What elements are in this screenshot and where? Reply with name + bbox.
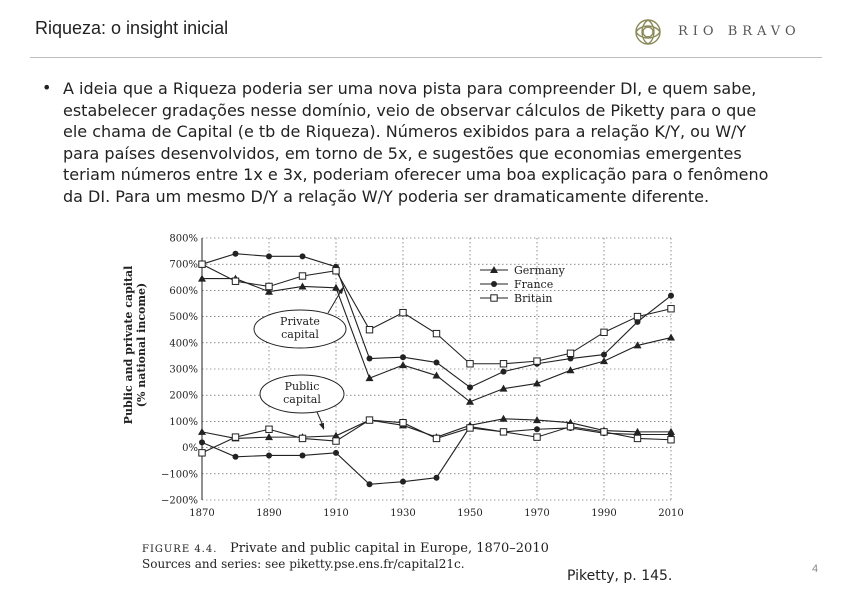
legend-marker [491,281,497,287]
y-tick-label: 100% [169,416,198,428]
data-point [367,481,373,487]
data-point [501,369,507,375]
data-point [367,356,373,362]
data-point [366,374,374,381]
data-point [366,417,372,423]
data-point [266,426,272,432]
public-capital-annotation [260,375,344,430]
data-point [600,357,608,364]
data-point [467,361,473,367]
legend-marker [491,295,497,301]
data-point [199,439,205,445]
data-point [634,435,640,441]
data-point [601,352,607,358]
x-tick-label: 1930 [390,508,416,519]
chart-grid [202,238,671,500]
bullet-marker: • [42,78,52,97]
data-point [266,283,272,289]
data-point [668,293,674,299]
figure-title: Private and public capital in Europe, 1870–2010 [230,541,549,556]
data-point [299,273,305,279]
data-point [232,434,238,440]
data-point [467,384,473,390]
data-point [567,350,573,356]
y-tick-label: 700% [169,259,198,271]
private-public-capital-chart [116,228,696,593]
y-tick-label: −100% [161,469,198,481]
data-point [601,429,607,435]
data-point [534,426,540,432]
y-tick-label: 500% [169,312,198,324]
x-tick-label: 1970 [524,508,550,519]
y-tick-label: 200% [169,390,198,402]
company-logo [630,15,820,49]
y-tick-label: 600% [169,285,198,297]
data-point [400,354,406,360]
data-point [434,475,440,481]
y-tick-label: 400% [169,338,198,350]
data-point [534,358,540,364]
data-point [433,435,439,441]
data-point [333,438,339,444]
data-point [567,423,573,429]
data-point [299,435,305,441]
x-tick-label: 1950 [457,508,483,519]
data-point [433,330,439,336]
data-point [467,425,473,431]
data-point [399,361,407,368]
y-tick-label: 800% [169,233,198,245]
y-tick-label: 0% [182,443,198,455]
data-point [667,334,675,341]
x-axis-ticks [189,508,683,519]
data-point [500,361,506,367]
data-point [333,450,339,456]
x-tick-label: 1890 [256,508,282,519]
data-point [198,428,206,435]
private-capital-label: Private [280,315,320,328]
data-point [299,282,307,289]
bullet-paragraph: A ideia que a Riqueza poderia ser uma nova pista para compreender DI, e quem sabe, estabelecer gradações nesse domínio, veio de observar cálculos de Piketty para o que ele chama de Capital (e tb de Riqueza). Números exibidos para a relação K/Y, ou W/Y para países desenvolvidos, em torno de 5x, e sugestões que economias emergentes teriam números entre 1x e 3x, poderiam oferecer uma boa explicação para o fenômeno da DI. Para um mesmo D/Y a relação W/Y poderia ser dramaticamente diferente. [63,79,769,206]
data-point [601,329,607,335]
data-point [232,278,238,284]
y-axis-label-line2: (% national income) [135,282,148,408]
x-tick-label: 1990 [591,508,617,519]
series-private-britain [199,261,674,367]
data-point [233,251,239,257]
data-point [400,479,406,485]
legend-label: Germany [514,264,565,277]
data-point [634,313,640,319]
rio-bravo-logo-icon [630,15,670,49]
figure-source: Sources and series: see piketty.pse.ens.fr/capital21c. [142,557,465,571]
data-point [534,434,540,440]
data-point [266,253,272,259]
slide-title: Riqueza: o insight inicial [35,18,229,38]
data-point [199,450,205,456]
legend [480,264,566,305]
data-point [333,268,339,274]
data-point [400,309,406,315]
x-tick-label: 2010 [658,508,684,519]
data-point [233,454,239,460]
data-point [400,420,406,426]
y-tick-label: −200% [161,495,198,507]
private-capital-annotation [254,286,346,348]
data-point [300,253,306,259]
page-number: 4 [812,563,819,575]
x-tick-label: 1870 [189,508,215,519]
public-capital-label-line2: capital [283,393,321,406]
y-axis-label: Public and private capital [122,265,135,425]
data-point [500,429,506,435]
x-tick-label: 1910 [323,508,349,519]
data-point [434,359,440,365]
header-divider [30,57,822,58]
y-axis-ticks [161,234,198,507]
y-tick-label: 300% [169,364,198,376]
legend-label: Britain [514,292,553,305]
data-point [466,398,474,405]
figure-label: FIGURE 4.4. [142,544,218,555]
data-point [533,379,541,386]
logo-text: RIO BRAVO [678,24,801,39]
data-point [668,437,674,443]
data-point [266,452,272,458]
source-credit: Piketty, p. 145. [567,568,673,584]
data-point [199,261,205,267]
legend-label: France [514,278,554,291]
data-point [500,415,508,422]
public-capital-label: Public [284,380,320,393]
data-point [668,306,674,312]
data-point [366,327,372,333]
data-point [300,452,306,458]
private-capital-label-line2: capital [281,328,319,341]
